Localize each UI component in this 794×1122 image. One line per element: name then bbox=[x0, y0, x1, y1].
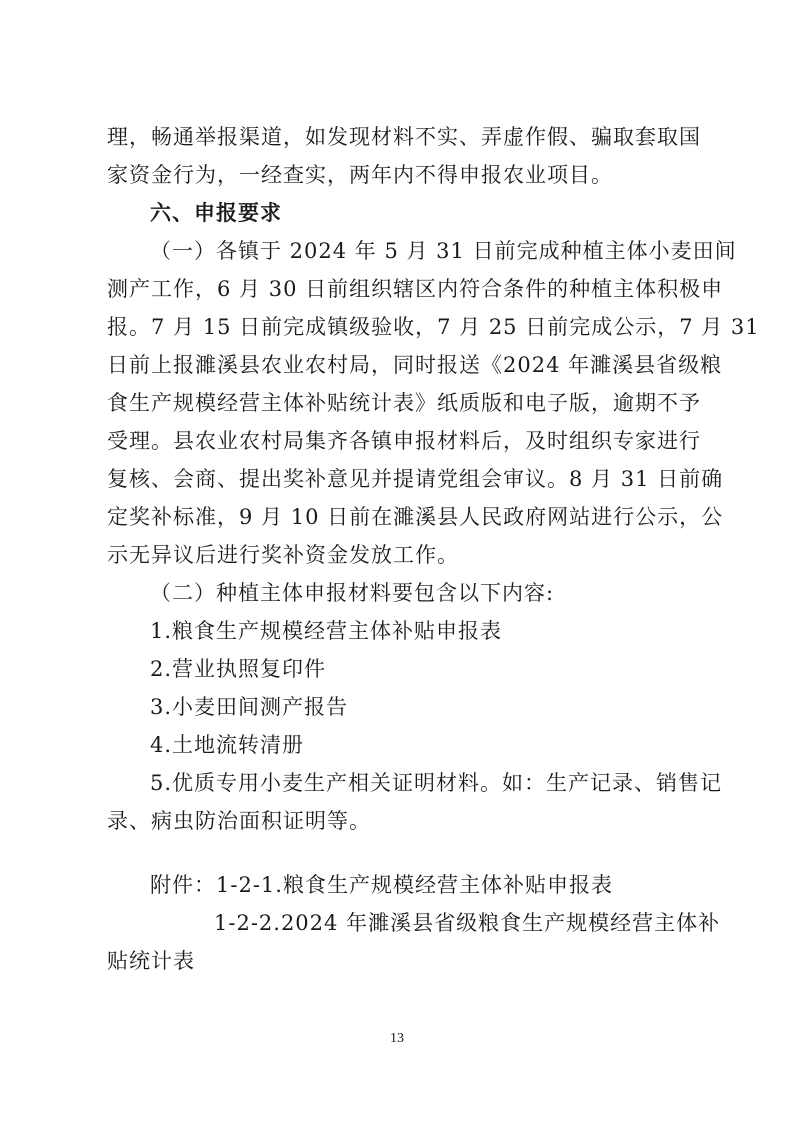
paragraph1-line-6: 受理。县农业农村局集齐各镇申报材料后，及时组织专家进行 bbox=[107, 429, 701, 453]
paragraph2-intro: （二）种植主体申报材料要包含以下内容: bbox=[150, 581, 555, 605]
paragraph1-line-5: 食生产规模经营主体补贴统计表》纸质版和电子版，逾期不予 bbox=[107, 391, 701, 415]
material-item-1: 1.粮食生产规模经营主体补贴申报表 bbox=[150, 619, 503, 643]
paragraph1-line-7: 复核、会商、提出奖补意见并提请党组会审议。8 月 31 日前确 bbox=[107, 467, 724, 491]
paragraph1-line-8: 定奖补标准，9 月 10 日前在濉溪县人民政府网站进行公示，公 bbox=[107, 505, 724, 529]
paragraph1-line-3: 报。7 月 15 日前完成镇级验收，7 月 25 日前完成公示，7 月 31 bbox=[107, 315, 760, 339]
attachment-line-1: 附件：1-2-1.粮食生产规模经营主体补贴申报表 bbox=[150, 873, 613, 897]
continuation-line-2: 家资金行为，一经查实，两年内不得申报农业项目。 bbox=[107, 163, 613, 187]
paragraph1-line-4: 日前上报濉溪县农业农村局，同时报送《2024 年濉溪县省级粮 bbox=[107, 353, 723, 377]
material-item-4: 4.土地流转清册 bbox=[150, 733, 305, 757]
attachment-line-2: 1-2-2.2024 年濉溪县省级粮食生产规模经营主体补 bbox=[214, 911, 721, 935]
material-item-5-line-2: 录、病虫防治面积证明等。 bbox=[107, 809, 371, 833]
continuation-line-1: 理，畅通举报渠道，如发现材料不实、弄虚作假、骗取套取国 bbox=[107, 125, 701, 149]
material-item-2: 2.营业执照复印件 bbox=[150, 657, 327, 681]
paragraph1-line-9: 示无异议后进行奖补资金发放工作。 bbox=[107, 543, 459, 567]
paragraph1-line-1: （一）各镇于 2024 年 5 月 31 日前完成种植主体小麦田间 bbox=[150, 239, 737, 263]
material-item-3: 3.小麦田间测产报告 bbox=[150, 695, 349, 719]
material-item-5-line-1: 5.优质专用小麦生产相关证明材料。如：生产记录、销售记 bbox=[150, 771, 723, 795]
section-heading: 六、申报要求 bbox=[150, 201, 282, 225]
attachment-line-3: 贴统计表 bbox=[107, 949, 195, 973]
page-number: 13 bbox=[390, 1031, 404, 1046]
paragraph1-line-2: 测产工作，6 月 30 日前组织辖区内符合条件的种植主体积极申 bbox=[107, 277, 724, 301]
